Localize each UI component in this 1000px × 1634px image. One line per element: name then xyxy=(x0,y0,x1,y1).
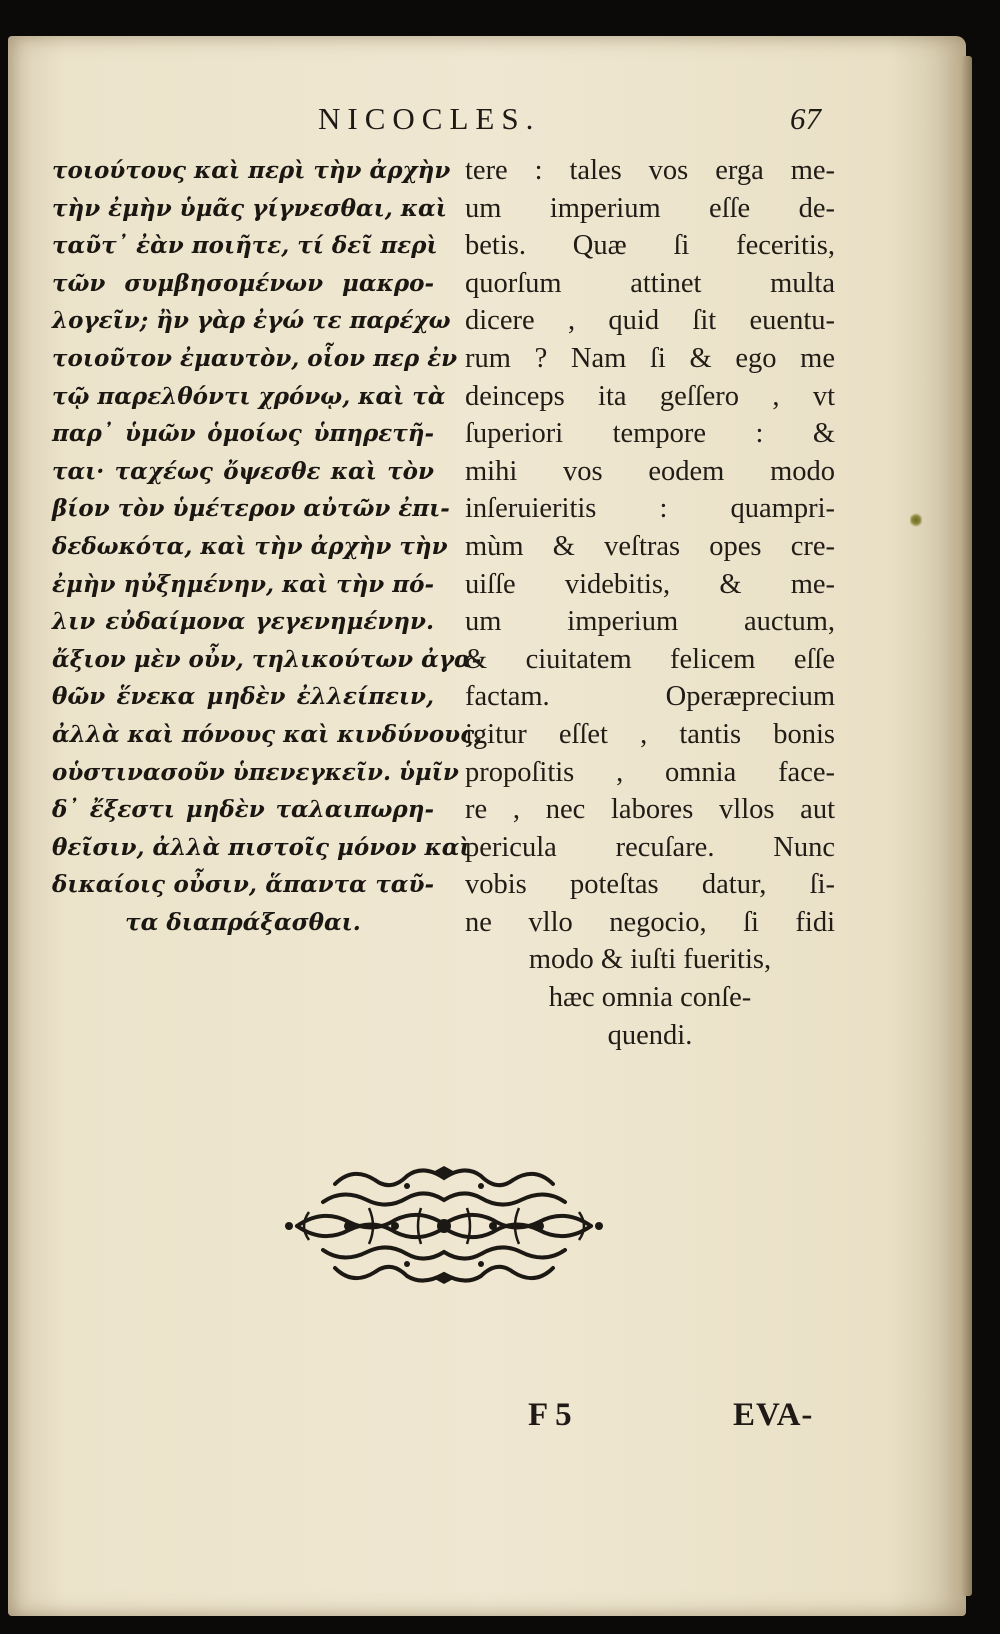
greek_column-line: ται· ταχέως ὄψεσθε καὶ τὸν xyxy=(52,457,434,485)
greek_column-line: ἄξιον μὲν οὖν, τηλικούτων ἀγα- xyxy=(52,645,482,673)
latin_column-line: dicere , quid ſit euentu- xyxy=(465,305,835,337)
signature-mark: F 5 xyxy=(528,1397,572,1433)
latin_column-line: factam. Operæprecium xyxy=(465,681,835,713)
running-title: NICOCLES. xyxy=(318,101,541,136)
latin_column-line: quendi. xyxy=(607,1019,693,1051)
greek_column-line: τα διαπράξασθαι. xyxy=(125,908,361,936)
greek_column-line: ταῦτ᾽ ἐὰν ποιῆτε, τί δεῖ περὶ xyxy=(52,232,438,260)
greek_column-line: λογεῖν; ἢν γὰρ ἐγώ τε παρέχω xyxy=(52,307,451,335)
fleuron-ornament-icon xyxy=(283,1164,605,1286)
greek_column-line: οὑστινασοῦν ὑπενεγκεῖν. ὑμῖν xyxy=(52,758,459,786)
latin_column-line: betis. Quæ ſi feceritis, xyxy=(465,230,835,262)
greek_column-line: θῶν ἕνεκα μηδὲν ἐλλείπειν, xyxy=(52,683,434,711)
latin_column-line: & ciuitatem felicem eſſe xyxy=(465,643,835,675)
greek_column-line: βίον τὸν ὑμέτερον αὐτῶν ἐπι- xyxy=(52,495,450,523)
latin_column-line: tere : tales vos erga me- xyxy=(465,155,835,186)
latin_column-line: ſuperiori tempore : & xyxy=(465,418,835,450)
page-edge xyxy=(962,56,972,1596)
greek_column-line: τὴν ἐμὴν ὑμᾶς γίγνεσθαι, καὶ xyxy=(52,194,447,222)
latin_column-line: um imperium eſſe de- xyxy=(465,192,835,224)
greek_column-line: λιν εὐδαίμονα γεγενημένην. xyxy=(52,608,434,636)
latin_column-line: inſeruieritis : quampri- xyxy=(465,493,835,525)
paper-stain xyxy=(910,512,922,528)
latin_column-line: modo & iuſti fueritis, xyxy=(528,944,772,976)
latin_column-line: mihi vos eodem modo xyxy=(465,455,835,487)
latin_column-line: igitur eſſet , tantis bonis xyxy=(465,718,835,750)
latin_column-line: quorſum attinet multa xyxy=(465,267,835,299)
latin_column-line: pericula recuſare. Nunc xyxy=(465,831,835,863)
greek_column-line: ἀλλὰ καὶ πόνους καὶ κινδύνους, xyxy=(52,720,483,748)
latin_column-line: um imperium auctum, xyxy=(465,606,835,638)
latin_column-line: re , nec labores vllos aut xyxy=(465,794,835,826)
greek_column-line: παρ᾽ ὑμῶν ὁμοίως ὑπηρετῆ- xyxy=(52,420,434,448)
greek_column-line: τοιοῦτον ἐμαυτὸν, οἷον περ ἐν xyxy=(52,344,458,372)
greek_column-line: τοιούτους καὶ περὶ τὴν ἀρχὴν xyxy=(52,157,451,184)
greek_column-line: θεῖσιν, ἀλλὰ πιστοῖς μόνον καὶ xyxy=(52,833,471,861)
latin_column-line: propoſitis , omnia face- xyxy=(465,756,835,788)
latin_column-line: ne vllo negocio, ſi fidi xyxy=(465,906,835,938)
greek_column-line: δικαίοις οὖσιν, ἅπαντα ταῦ- xyxy=(52,871,434,899)
latin_column-line: rum ? Nam ſi & ego me xyxy=(465,342,835,374)
latin-text-column xyxy=(465,152,835,1054)
greek_column-line: ἐμὴν ηὐξημένην, καὶ τὴν πό- xyxy=(52,570,434,598)
latin_column-line: mùm & veſtras opes cre- xyxy=(465,530,835,562)
latin_column-line: vobis poteſtas datur, ſi- xyxy=(465,869,835,901)
greek_column-line: δ᾽ ἔξεστι μηδὲν ταλαιπωρη- xyxy=(52,796,434,824)
catchword: EVA- xyxy=(733,1397,814,1433)
latin_column-line: hæc omnia conſe- xyxy=(548,982,752,1014)
greek_column-line: τῶν συμβησομένων μακρο- xyxy=(52,269,434,297)
greek-text-column xyxy=(52,152,483,941)
latin_column-line: uiſſe videbitis, & me- xyxy=(465,568,835,600)
greek_column-line: δεδωκότα, καὶ τὴν ἀρχὴν τὴν xyxy=(52,532,448,560)
greek_column-line: τῷ παρελθόντι χρόνῳ, καὶ τὰ xyxy=(52,382,446,410)
folio-number: 67 xyxy=(790,101,821,136)
latin_column-line: deinceps ita geſſero , vt xyxy=(465,380,835,412)
